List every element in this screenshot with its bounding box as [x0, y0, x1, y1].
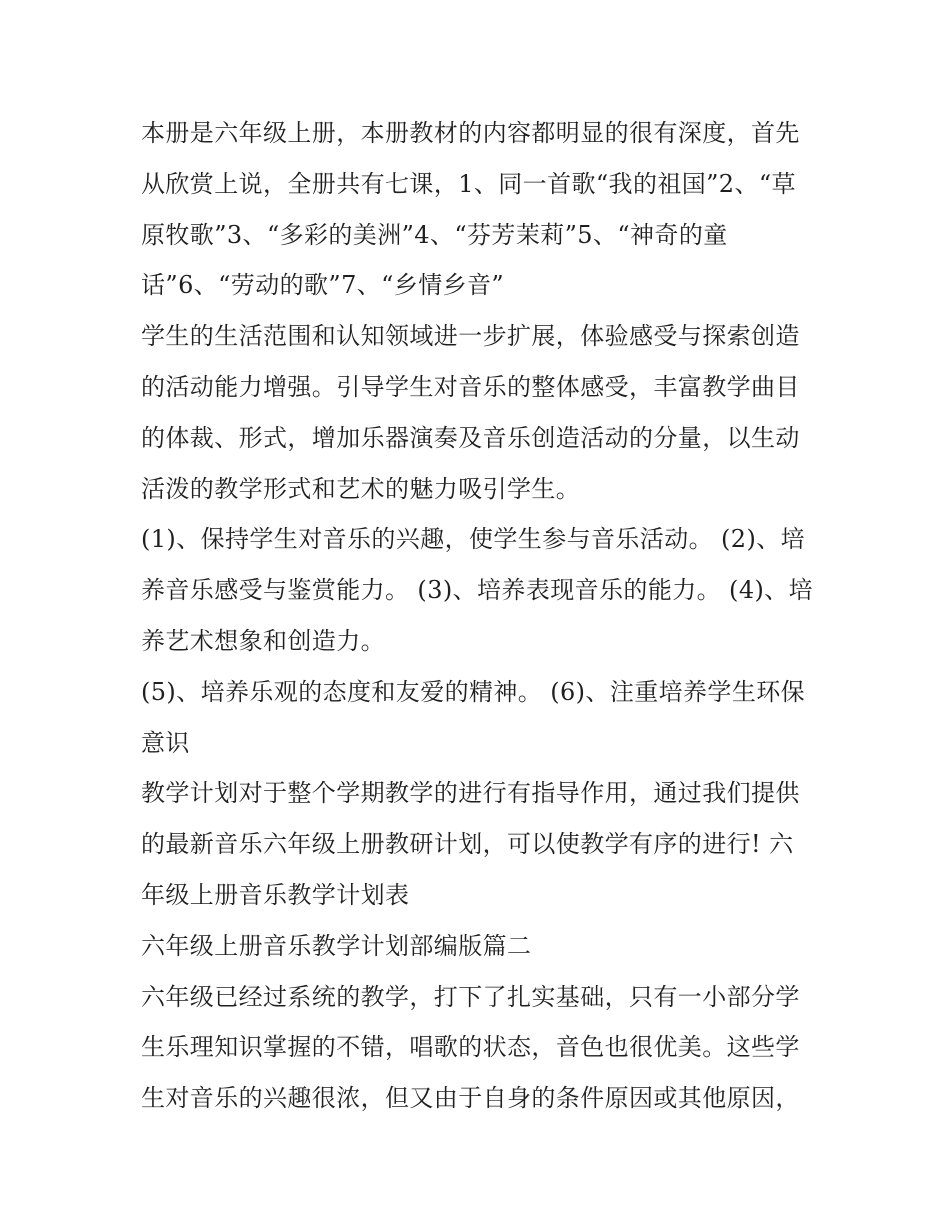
text-line: 年级上册音乐教学计划表 [141, 880, 410, 909]
text-line: (1)、保持学生对音乐的兴趣，使学生参与音乐活动。 (2)、培 [141, 525, 806, 554]
text-line: 活泼的教学形式和艺术的魅力吸引学生。 [141, 474, 581, 503]
text-line: 意识 [141, 728, 190, 757]
text-line: 本册是六年级上册，本册教材的内容都明显的很有深度，首先 [141, 119, 800, 147]
text-line: (5)、培养乐观的态度和友爱的精神。 (6)、注重培养学生环保 [141, 677, 806, 706]
text-line: 教学计划对于整个学期教学的进行有指导作用，通过我们提供 [141, 779, 800, 808]
text-line: 从欣赏上说，全册共有七课，1、同一首歌“我的祖国”2、“草 [141, 169, 796, 198]
text-line: 的体裁、形式，增加乐器演奏及音乐创造活动的分量，以生动 [141, 423, 800, 452]
text-line: 话”6、“劳动的歌”7、“乡情乡音” [141, 271, 505, 300]
text-line: 六年级已经过系统的教学，打下了扎实基础，只有一小部分学 [141, 982, 800, 1011]
text-line: 养音乐感受与鉴赏能力。 (3)、培养表现音乐的能力。 (4)、培 [141, 576, 814, 605]
text-line: 养艺术想象和创造力。 [141, 626, 385, 655]
text-line: 的最新音乐六年级上册教研计划，可以使教学有序的进行! 六 [141, 830, 794, 859]
text-line: 的活动能力增强。引导学生对音乐的整体感受，丰富教学曲目 [141, 372, 800, 401]
document-body [141, 108, 821, 1124]
text-line: 原牧歌”3、“多彩的美洲”4、“芬芳茉莉”5、“神奇的童 [141, 220, 728, 249]
text-line: 学生的生活范围和认知领域进一步扩展，体验感受与探索创造 [141, 322, 800, 351]
text-line: 生对音乐的兴趣很浓，但又由于自身的条件原因或其他原因， [141, 1084, 800, 1113]
text-line: 生乐理知识掌握的不错，唱歌的状态，音色也很优美。这些学 [141, 1033, 800, 1062]
section-heading: 六年级上册音乐教学计划部编版篇二 [141, 931, 532, 960]
